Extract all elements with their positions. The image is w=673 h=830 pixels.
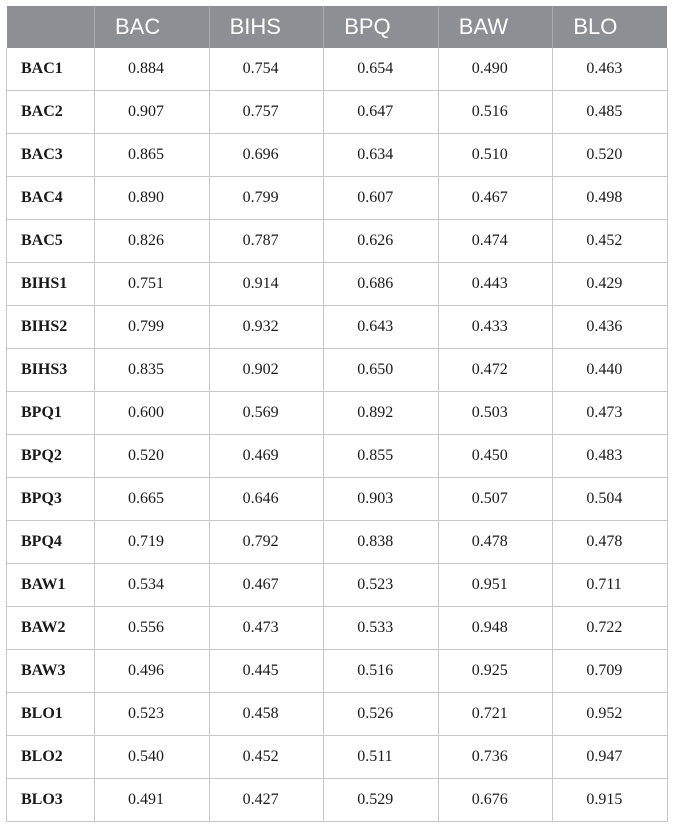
row-label: BLO3	[7, 779, 95, 822]
table-cell: 0.516	[324, 650, 439, 693]
table-cell: 0.925	[438, 650, 553, 693]
row-label: BLO1	[7, 693, 95, 736]
row-label: BPQ2	[7, 435, 95, 478]
table-row	[7, 693, 668, 736]
table-cell: 0.600	[95, 392, 210, 435]
header-corner	[7, 6, 95, 48]
table-cell: 0.757	[209, 91, 324, 134]
table-cell: 0.792	[209, 521, 324, 564]
table-cell: 0.654	[324, 48, 439, 91]
table-cell: 0.478	[438, 521, 553, 564]
row-label: BPQ1	[7, 392, 95, 435]
table-cell: 0.634	[324, 134, 439, 177]
table-row	[7, 306, 668, 349]
row-label: BAC2	[7, 91, 95, 134]
row-label: BAW3	[7, 650, 95, 693]
table-cell: 0.450	[438, 435, 553, 478]
table-cell: 0.443	[438, 263, 553, 306]
table-cell: 0.932	[209, 306, 324, 349]
table-cell: 0.534	[95, 564, 210, 607]
row-label: BIHS2	[7, 306, 95, 349]
table-cell: 0.498	[553, 177, 668, 220]
table-cell: 0.474	[438, 220, 553, 263]
table-cell: 0.529	[324, 779, 439, 822]
table-cell: 0.504	[553, 478, 668, 521]
table-row	[7, 263, 668, 306]
table-cell: 0.520	[553, 134, 668, 177]
table-cell: 0.647	[324, 91, 439, 134]
table-cell: 0.696	[209, 134, 324, 177]
table-cell: 0.440	[553, 349, 668, 392]
table-cell: 0.751	[95, 263, 210, 306]
table-cell: 0.855	[324, 435, 439, 478]
table-cell: 0.838	[324, 521, 439, 564]
table-row	[7, 650, 668, 693]
header-row	[7, 6, 668, 48]
table-cell: 0.510	[438, 134, 553, 177]
table-cell: 0.626	[324, 220, 439, 263]
row-label: BLO2	[7, 736, 95, 779]
table-cell: 0.799	[95, 306, 210, 349]
table-row	[7, 736, 668, 779]
table-cell: 0.433	[438, 306, 553, 349]
table-cell: 0.951	[438, 564, 553, 607]
table-cell: 0.799	[209, 177, 324, 220]
table-cell: 0.721	[438, 693, 553, 736]
table-cell: 0.485	[553, 91, 668, 134]
table-cell: 0.445	[209, 650, 324, 693]
table-cell: 0.907	[95, 91, 210, 134]
row-label: BIHS1	[7, 263, 95, 306]
table-cell: 0.736	[438, 736, 553, 779]
table-cell: 0.947	[553, 736, 668, 779]
table-cell: 0.511	[324, 736, 439, 779]
table-cell: 0.892	[324, 392, 439, 435]
row-label: BAC5	[7, 220, 95, 263]
table-cell: 0.503	[438, 392, 553, 435]
table-cell: 0.436	[553, 306, 668, 349]
table-cell: 0.915	[553, 779, 668, 822]
table-cell: 0.507	[438, 478, 553, 521]
table-row	[7, 521, 668, 564]
table-cell: 0.526	[324, 693, 439, 736]
table-cell: 0.787	[209, 220, 324, 263]
table-cell: 0.709	[553, 650, 668, 693]
table-cell: 0.884	[95, 48, 210, 91]
table-header	[7, 6, 668, 48]
table-row	[7, 177, 668, 220]
header-bac: BAC	[95, 6, 210, 48]
row-label: BAC3	[7, 134, 95, 177]
table-cell: 0.467	[209, 564, 324, 607]
table-cell: 0.646	[209, 478, 324, 521]
table-row	[7, 607, 668, 650]
table-cell: 0.533	[324, 607, 439, 650]
table-row	[7, 564, 668, 607]
table-cell: 0.722	[553, 607, 668, 650]
table-cell: 0.665	[95, 478, 210, 521]
table-cell: 0.754	[209, 48, 324, 91]
table-cell: 0.452	[553, 220, 668, 263]
row-label: BAC1	[7, 48, 95, 91]
table-cell: 0.676	[438, 779, 553, 822]
table-cell: 0.452	[209, 736, 324, 779]
table-row	[7, 220, 668, 263]
table-cell: 0.469	[209, 435, 324, 478]
table-cell: 0.473	[553, 392, 668, 435]
table-cell: 0.478	[553, 521, 668, 564]
table-cell: 0.890	[95, 177, 210, 220]
table-cell: 0.556	[95, 607, 210, 650]
table-cell: 0.516	[438, 91, 553, 134]
table-cell: 0.427	[209, 779, 324, 822]
table-cell: 0.914	[209, 263, 324, 306]
cross-loadings-table-container	[6, 6, 667, 822]
table-cell: 0.491	[95, 779, 210, 822]
row-label: BAW2	[7, 607, 95, 650]
table-cell: 0.686	[324, 263, 439, 306]
table-row	[7, 435, 668, 478]
table-row	[7, 349, 668, 392]
table-row	[7, 48, 668, 91]
table-cell: 0.429	[553, 263, 668, 306]
table-cell: 0.458	[209, 693, 324, 736]
table-row	[7, 478, 668, 521]
table-cell: 0.467	[438, 177, 553, 220]
table-cell: 0.473	[209, 607, 324, 650]
table-cell: 0.865	[95, 134, 210, 177]
table-body	[7, 48, 668, 822]
table-cell: 0.902	[209, 349, 324, 392]
header-blo: BLO	[553, 6, 668, 48]
table-cell: 0.719	[95, 521, 210, 564]
table-cell: 0.643	[324, 306, 439, 349]
table-row	[7, 779, 668, 822]
table-cell: 0.650	[324, 349, 439, 392]
table-cell: 0.952	[553, 693, 668, 736]
header-baw: BAW	[438, 6, 553, 48]
table-cell: 0.826	[95, 220, 210, 263]
table-row	[7, 392, 668, 435]
table-cell: 0.523	[324, 564, 439, 607]
row-label: BIHS3	[7, 349, 95, 392]
header-bpq: BPQ	[324, 6, 439, 48]
table-cell: 0.569	[209, 392, 324, 435]
table-cell: 0.948	[438, 607, 553, 650]
row-label: BAC4	[7, 177, 95, 220]
table-cell: 0.463	[553, 48, 668, 91]
table-cell: 0.607	[324, 177, 439, 220]
table-cell: 0.483	[553, 435, 668, 478]
table-cell: 0.520	[95, 435, 210, 478]
table-row	[7, 134, 668, 177]
table-cell: 0.523	[95, 693, 210, 736]
row-label: BAW1	[7, 564, 95, 607]
table-cell: 0.540	[95, 736, 210, 779]
table-cell: 0.496	[95, 650, 210, 693]
table-cell: 0.472	[438, 349, 553, 392]
table-row	[7, 91, 668, 134]
header-bihs: BIHS	[209, 6, 324, 48]
table-cell: 0.711	[553, 564, 668, 607]
table-cell: 0.835	[95, 349, 210, 392]
table-cell: 0.490	[438, 48, 553, 91]
row-label: BPQ3	[7, 478, 95, 521]
row-label: BPQ4	[7, 521, 95, 564]
cross-loadings-table	[6, 6, 668, 822]
table-cell: 0.903	[324, 478, 439, 521]
